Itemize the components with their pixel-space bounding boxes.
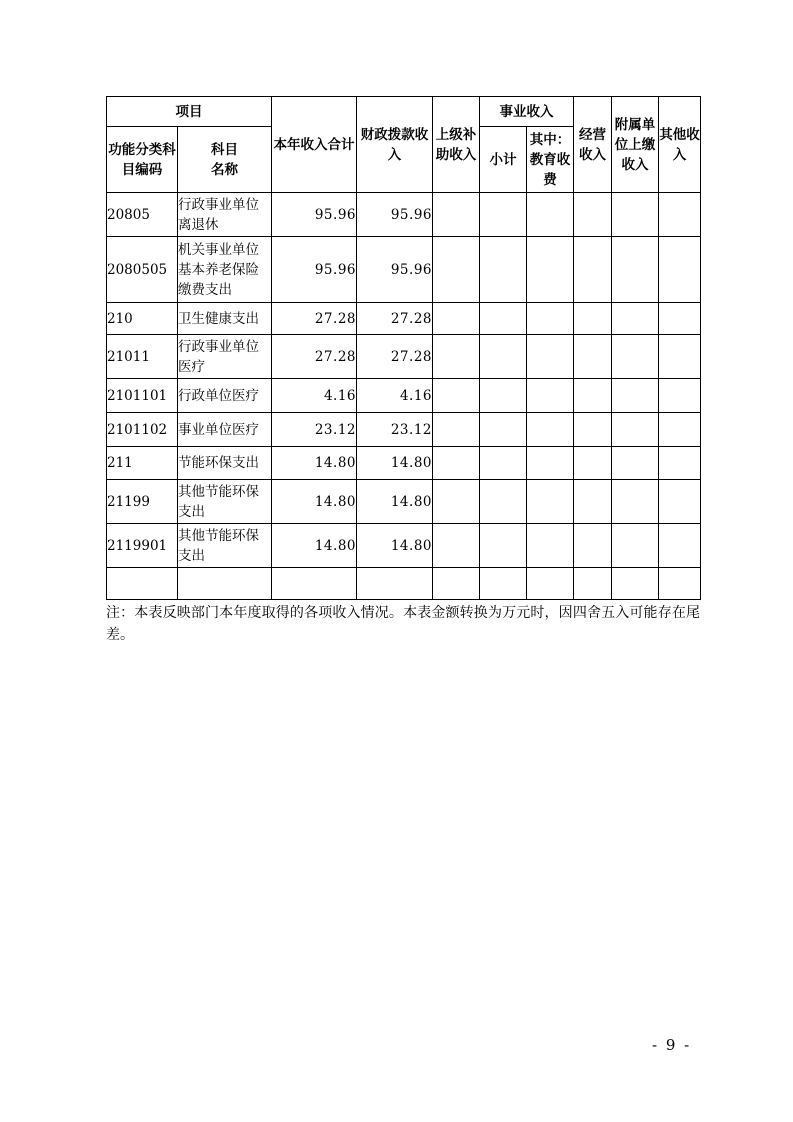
- empty-cell: [480, 524, 527, 568]
- header-superior-subsidy: 上级补助收入: [433, 97, 480, 193]
- empty-cell: [574, 480, 612, 524]
- table-row: [107, 335, 701, 379]
- empty-cell: [480, 335, 527, 379]
- table-row: [107, 447, 701, 480]
- row-total: 14.80: [272, 447, 357, 480]
- empty-cell: [659, 480, 701, 524]
- empty-cell: [612, 193, 659, 237]
- empty-cell: [178, 568, 272, 600]
- empty-cell: [433, 447, 480, 480]
- row-code: 210: [107, 303, 178, 335]
- empty-cell: [527, 303, 574, 335]
- empty-cell: [659, 379, 701, 413]
- row-name: 其他节能环保支出: [178, 480, 272, 524]
- header-business-income: 事业收入: [480, 97, 574, 127]
- empty-cell: [612, 335, 659, 379]
- empty-cell: [527, 447, 574, 480]
- header-operating-income: 经营收入: [574, 97, 612, 193]
- empty-cell: [433, 480, 480, 524]
- empty-cell: [527, 379, 574, 413]
- empty-cell: [480, 447, 527, 480]
- empty-cell: [574, 237, 612, 303]
- empty-cell: [574, 193, 612, 237]
- empty-cell: [480, 413, 527, 447]
- row-fiscal: 95.96: [357, 237, 433, 303]
- income-table: [106, 96, 701, 600]
- row-code: 211: [107, 447, 178, 480]
- table-header: [107, 97, 701, 193]
- empty-cell: [659, 413, 701, 447]
- empty-cell: [357, 568, 433, 600]
- empty-cell: [433, 524, 480, 568]
- row-total: 14.80: [272, 480, 357, 524]
- header-other-income: 其他收入: [659, 97, 701, 193]
- table-row: [107, 413, 701, 447]
- table-row: [107, 303, 701, 335]
- empty-cell: [574, 447, 612, 480]
- header-func-code: 功能分类科目编码: [107, 127, 178, 193]
- empty-cell: [612, 237, 659, 303]
- table-row: [107, 193, 701, 237]
- empty-cell: [527, 524, 574, 568]
- table-body: [107, 193, 701, 600]
- empty-cell: [480, 193, 527, 237]
- empty-cell: [527, 193, 574, 237]
- header-subtotal: 小计: [480, 127, 527, 193]
- row-code: 21199: [107, 480, 178, 524]
- table-row: [107, 379, 701, 413]
- empty-cell: [480, 379, 527, 413]
- table-row: [107, 524, 701, 568]
- empty-cell: [272, 568, 357, 600]
- empty-cell: [612, 413, 659, 447]
- empty-cell: [480, 480, 527, 524]
- row-total: 27.28: [272, 303, 357, 335]
- empty-cell: [574, 568, 612, 600]
- empty-cell: [659, 193, 701, 237]
- empty-cell: [527, 335, 574, 379]
- empty-cell: [659, 447, 701, 480]
- row-code: 2101101: [107, 379, 178, 413]
- empty-cell: [612, 524, 659, 568]
- row-name: 机关事业单位基本养老保险缴费支出: [178, 237, 272, 303]
- row-total: 95.96: [272, 193, 357, 237]
- row-total: 95.96: [272, 237, 357, 303]
- empty-cell: [480, 237, 527, 303]
- row-name: 行政事业单位医疗: [178, 335, 272, 379]
- empty-cell: [433, 193, 480, 237]
- empty-cell: [659, 335, 701, 379]
- row-total: 4.16: [272, 379, 357, 413]
- row-code: 2080505: [107, 237, 178, 303]
- empty-cell: [659, 303, 701, 335]
- header-project: 项目: [107, 97, 272, 127]
- empty-cell: [612, 303, 659, 335]
- empty-cell: [574, 413, 612, 447]
- empty-cell: [107, 568, 178, 600]
- empty-cell: [574, 379, 612, 413]
- empty-cell: [433, 413, 480, 447]
- row-code: 20805: [107, 193, 178, 237]
- header-total-income: 本年收入合计: [272, 97, 357, 193]
- row-total: 23.12: [272, 413, 357, 447]
- table-row: [107, 480, 701, 524]
- row-name: 行政单位医疗: [178, 379, 272, 413]
- row-code: 2101102: [107, 413, 178, 447]
- header-fiscal-appropriation: 财政拨款收入: [357, 97, 433, 193]
- empty-cell: [574, 335, 612, 379]
- empty-cell: [480, 568, 527, 600]
- row-fiscal: 23.12: [357, 413, 433, 447]
- header-subject-name: 科目 名称: [178, 127, 272, 193]
- row-name: 行政事业单位离退休: [178, 193, 272, 237]
- empty-cell: [612, 480, 659, 524]
- empty-cell: [574, 524, 612, 568]
- row-name: 节能环保支出: [178, 447, 272, 480]
- row-code: 2119901: [107, 524, 178, 568]
- row-fiscal: 95.96: [357, 193, 433, 237]
- table-row-empty: [107, 568, 701, 600]
- row-fiscal: 27.28: [357, 335, 433, 379]
- empty-cell: [480, 303, 527, 335]
- empty-cell: [433, 335, 480, 379]
- empty-cell: [659, 237, 701, 303]
- empty-cell: [659, 568, 701, 600]
- empty-cell: [433, 379, 480, 413]
- table-note: 注：本表反映部门本年度取得的各项收入情况。本表金额转换为万元时，因四舍五入可能存在尾差。: [106, 605, 700, 643]
- table-row: [107, 237, 701, 303]
- empty-cell: [612, 568, 659, 600]
- empty-cell: [433, 237, 480, 303]
- row-code: 21011: [107, 335, 178, 379]
- empty-cell: [433, 303, 480, 335]
- row-total: 27.28: [272, 335, 357, 379]
- row-fiscal: 14.80: [357, 524, 433, 568]
- row-fiscal: 14.80: [357, 480, 433, 524]
- row-fiscal: 14.80: [357, 447, 433, 480]
- empty-cell: [433, 568, 480, 600]
- empty-cell: [527, 480, 574, 524]
- row-name: 卫生健康支出: [178, 303, 272, 335]
- empty-cell: [659, 524, 701, 568]
- header-affiliated-remittance: 附属单位上缴收入: [612, 97, 659, 193]
- row-total: 14.80: [272, 524, 357, 568]
- empty-cell: [574, 303, 612, 335]
- empty-cell: [527, 568, 574, 600]
- empty-cell: [527, 413, 574, 447]
- row-fiscal: 4.16: [357, 379, 433, 413]
- empty-cell: [527, 237, 574, 303]
- empty-cell: [612, 379, 659, 413]
- row-name: 事业单位医疗: [178, 413, 272, 447]
- page-number: - 9 -: [652, 1036, 692, 1054]
- row-name: 其他节能环保支出: [178, 524, 272, 568]
- header-education-fee: 其中：教育收费: [527, 127, 574, 193]
- row-fiscal: 27.28: [357, 303, 433, 335]
- empty-cell: [612, 447, 659, 480]
